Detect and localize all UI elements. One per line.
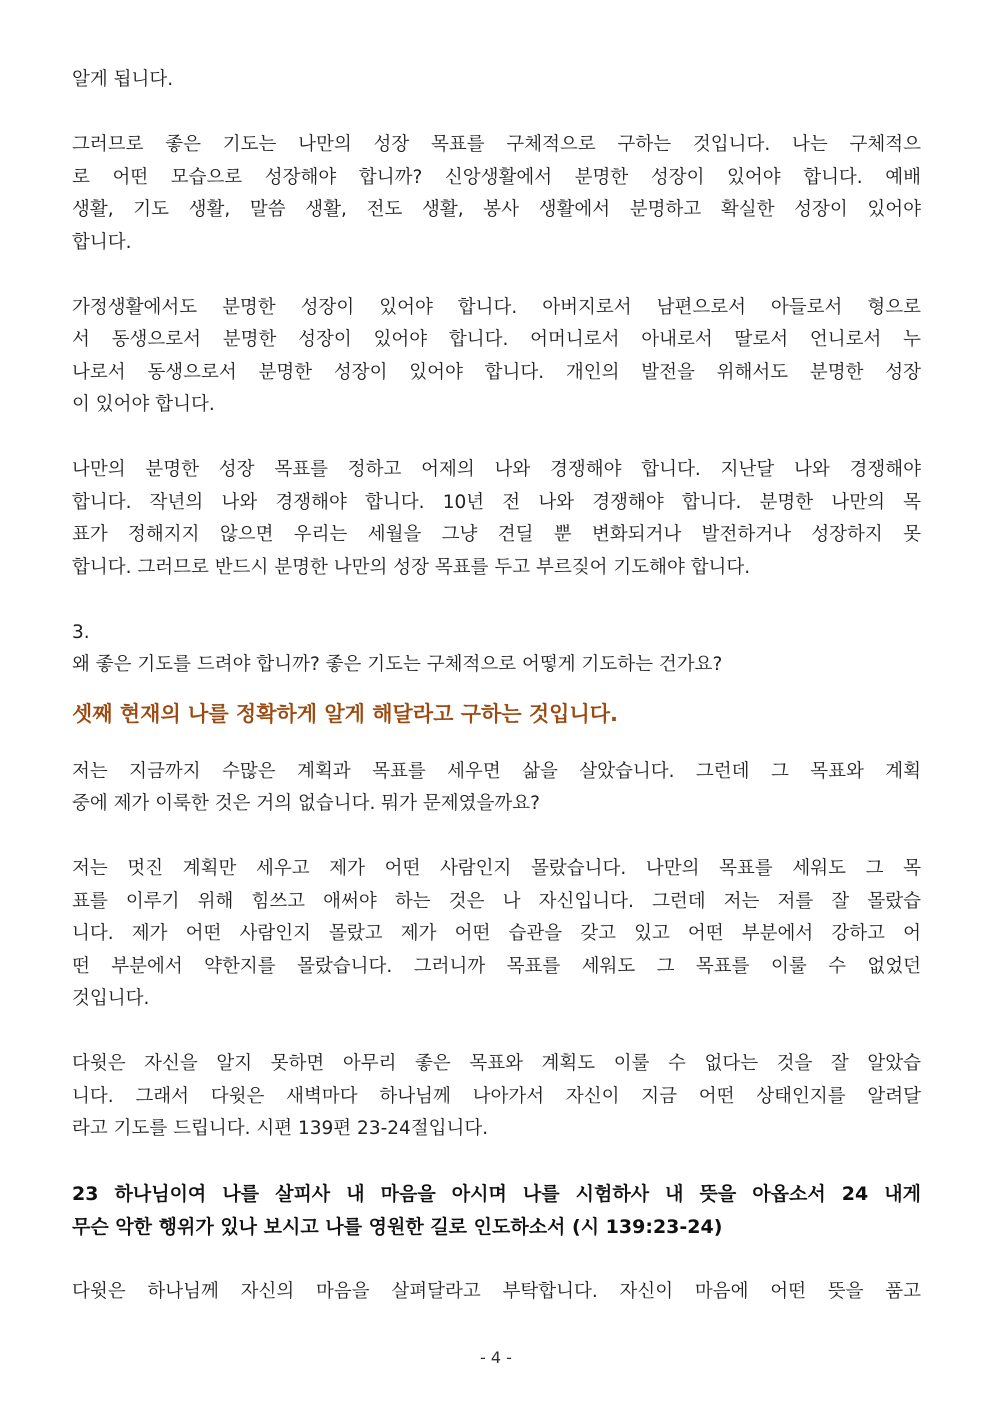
verse-line: 23 하나님이여 나를 살피사 내 마음을 아시며 나를 시험하사 내 뜻을 아옵소서 24 내게 [72, 1183, 921, 1205]
paragraph [72, 853, 921, 1016]
paragraph [72, 454, 921, 584]
text-line: 이 있어야 합니다. [72, 394, 215, 415]
text-line: 합니다. 그러므로 반드시 분명한 나만의 성장 목표를 두고 부르짖어 기도해야 합니다. [72, 556, 751, 578]
text-line: 서 동생으로서 분명한 성장이 있어야 합니다. 어머니로서 아내로서 딸로서 언니로서 누 [72, 329, 921, 350]
text-line: 중에 제가 이룩한 것은 거의 없습니다. 뭐가 문제였을까요? [72, 793, 540, 814]
paragraph [72, 1276, 921, 1309]
text-line: 로 어떤 모습으로 성장해야 합니까? 신앙생활에서 분명한 성장이 있어야 합니다. 예배 [72, 166, 921, 188]
page-number: - 4 - [480, 1348, 512, 1367]
text-line: 라고 기도를 드립니다. 시편 139편 23-24절입니다. [72, 1118, 489, 1139]
text-line: 합니다. 작년의 나와 경쟁해야 합니다. 10년 전 나와 경쟁해야 합니다. 분명한 나만의 목 [72, 491, 921, 513]
document-page [72, 64, 921, 1308]
text-line: 떤 부분에서 약한지를 몰랐습니다. 그러니까 목표를 세워도 그 목표를 이룰 수 없었던 [72, 955, 921, 977]
paragraph [72, 129, 921, 259]
text-line: 것입니다. [72, 988, 150, 1009]
text-line: 저는 멋진 계획만 세우고 제가 어떤 사람인지 몰랐습니다. 나만의 목표를 세워도 그 목 [72, 858, 921, 879]
text-line: 다윗은 하나님께 자신의 마음을 살펴달라고 부탁합니다. 자신이 마음에 어떤 뜻을 품고 [72, 1280, 921, 1302]
text-line: 가정생활에서도 분명한 성장이 있어야 합니다. 아버지로서 남편으로서 아들로서 형으로 [72, 296, 921, 318]
section-number: 3. [72, 621, 90, 643]
text-line: 알게 됩니다. [72, 69, 174, 90]
text-line: 합니다. [72, 231, 132, 253]
text-line: 다윗은 자신을 알지 못하면 아무리 좋은 목표와 계획도 이룰 수 없다는 것을 잘 알았습 [72, 1053, 921, 1074]
text-line: 저는 지금까지 수많은 계획과 목표를 세우면 삶을 살았습니다. 그런데 그 목표와 계획 [72, 760, 921, 782]
text-line: 나로서 동생으로서 분명한 성장이 있어야 합니다. 개인의 발전을 위해서도 분명한 성장 [72, 361, 921, 383]
paragraph [72, 756, 921, 821]
bible-verse-quote [72, 1178, 921, 1243]
paragraph [72, 64, 921, 97]
text-line: 생활, 기도 생활, 말씀 생활, 전도 생활, 봉사 생활에서 분명하고 확실한 성장이 있어야 [72, 199, 921, 220]
text-line: 니다. 제가 어떤 사람인지 몰랐고 제가 어떤 습관을 갖고 있고 어떤 부분에서 강하고 어 [72, 923, 921, 944]
verse-line: 무슨 악한 행위가 있나 보시고 나를 영원한 길로 인도하소서 (시 139:23-24) [72, 1215, 723, 1238]
text-line: 나만의 분명한 성장 목표를 정하고 어제의 나와 경쟁해야 합니다. 지난달 나와 경쟁해야 [72, 459, 921, 480]
section-question: 왜 좋은 기도를 드려야 합니까? 좋은 기도는 구체적으로 어떻게 기도하는 건가요? [72, 654, 723, 675]
paragraph [72, 1048, 921, 1146]
text-line: 니다. 그래서 다윗은 새벽마다 하나님께 나아가서 자신이 지금 어떤 상태인지를 알려달 [72, 1085, 921, 1107]
text-line: 표를 이루기 위해 힘쓰고 애써야 하는 것은 나 자신입니다. 그런데 저는 저를 잘 몰랐습 [72, 890, 921, 912]
text-line: 표가 정해지지 않으면 우리는 세월을 그냥 견딜 뿐 변화되거나 발전하거나 성장하지 못 [72, 524, 921, 545]
section-heading: 셋째 현재의 나를 정확하게 알게 해달라고 구하는 것입니다. [72, 701, 619, 726]
section-intro [72, 617, 921, 682]
paragraph [72, 292, 921, 422]
text-line: 그러므로 좋은 기도는 나만의 성장 목표를 구체적으로 구하는 것입니다. 나는 구체적으 [72, 134, 921, 155]
